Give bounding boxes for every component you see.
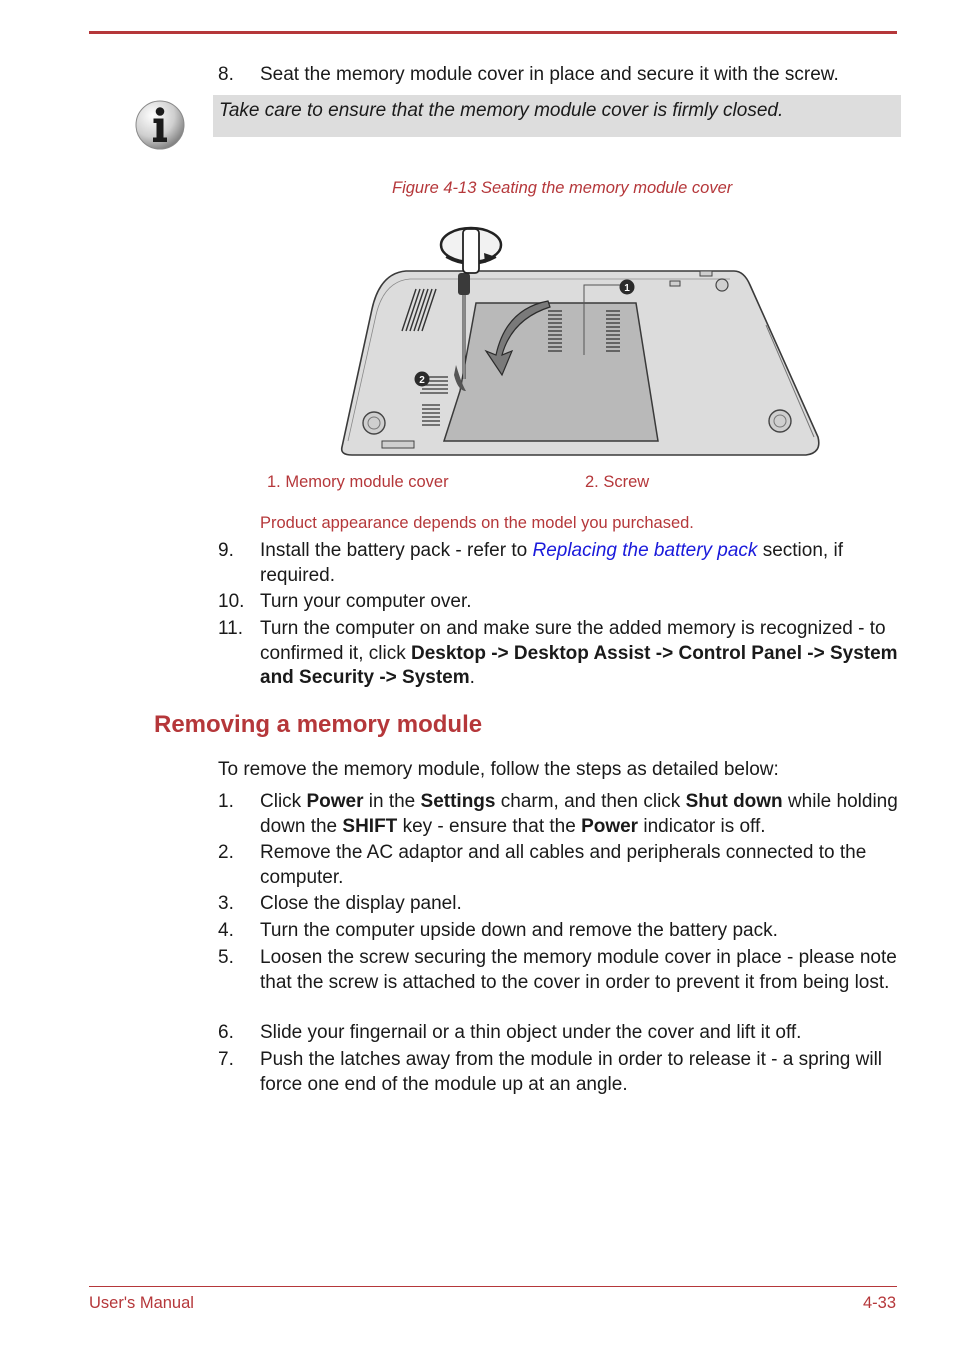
step-number: 6. [218, 1022, 234, 1043]
step-number: 3. [218, 893, 234, 914]
legend-screw: 2. Screw [585, 473, 650, 491]
menu-path: Desktop -> Desktop Assist -> Control Panel -> System and Security -> System [260, 642, 898, 688]
step-text-part: Click [260, 791, 307, 812]
step-text: Loosen the screw securing the memory module cover in place - please note that the screw is attached to the cover in order to prevent it from being lost. [260, 947, 897, 993]
bold-term: Power [306, 791, 364, 812]
step-text-part: . [469, 667, 475, 688]
step-number: 11. [218, 618, 244, 639]
bold-term: Shut down [685, 791, 783, 812]
step-number: 7. [218, 1049, 234, 1070]
bold-term: Settings [420, 791, 496, 812]
callout-1-label: 1 [624, 283, 630, 294]
info-icon [134, 99, 186, 151]
foot [363, 412, 385, 434]
step-number: 10. [218, 591, 245, 612]
step-text: Turn the computer upside down and remove the battery pack. [260, 920, 778, 941]
step-text: Turn your computer over. [260, 591, 472, 612]
laptop-underside-figure [336, 215, 822, 460]
step-number: 8. [218, 64, 234, 85]
step-number: 2. [218, 842, 234, 863]
step-text: Remove the AC adaptor and all cables and peripherals connected to the computer. [260, 842, 867, 888]
step-text [260, 790, 900, 839]
footer-title: User's Manual [89, 1294, 194, 1312]
section-heading: Removing a memory module [154, 711, 483, 738]
note-box [213, 95, 901, 137]
step-text-part: Turn the computer on and make sure the added memory is recognized - to confirmed it, click [260, 618, 886, 664]
memory-module-cover [444, 303, 658, 441]
bold-term: SHIFT [342, 815, 398, 837]
step-text-part: key - ensure that the [397, 815, 582, 837]
section-intro: To remove the memory module, follow the steps as detailed below: [218, 759, 779, 780]
step-text-part: Install the battery pack - refer to [260, 540, 533, 561]
step-number: 1. [218, 791, 234, 812]
step-text-part: charm, and then click [495, 791, 686, 812]
step-text-part: while holding down the [260, 791, 898, 837]
step-number: 4. [218, 920, 234, 941]
footer-rule [89, 1286, 897, 1287]
replacing-battery-pack-link[interactable]: Replacing the battery pack [532, 540, 758, 561]
step-number: 9. [218, 540, 234, 561]
step-text-part: section, if required. [260, 540, 843, 586]
header-rule [89, 31, 897, 34]
step-text: Slide your fingernail or a thin object under the cover and lift it off. [260, 1022, 802, 1043]
step-text: Seat the memory module cover in place and secure it with the screw. [260, 64, 839, 85]
figure-caption: Figure 4-13 Seating the memory module cover [392, 179, 733, 197]
step-text [260, 539, 900, 588]
page-number: 4-33 [862, 1294, 896, 1312]
step-text: Push the latches away from the module in order to release it - a spring will force one end of the module up at an angle. [260, 1049, 883, 1095]
step-text-part: indicator is off. [638, 815, 766, 837]
product-appearance-note: Product appearance depends on the model you purchased. [260, 514, 694, 532]
note-text: Take care to ensure that the memory module cover is firmly closed. [219, 100, 784, 121]
step-text-part: in the [363, 791, 421, 812]
step-text: Close the display panel. [260, 893, 462, 914]
bold-term: Power [581, 815, 639, 837]
callout-2-label: 2 [419, 375, 425, 386]
step-number: 5. [218, 947, 234, 968]
step-text [260, 617, 900, 691]
legend-memory-cover: 1. Memory module cover [267, 473, 449, 491]
